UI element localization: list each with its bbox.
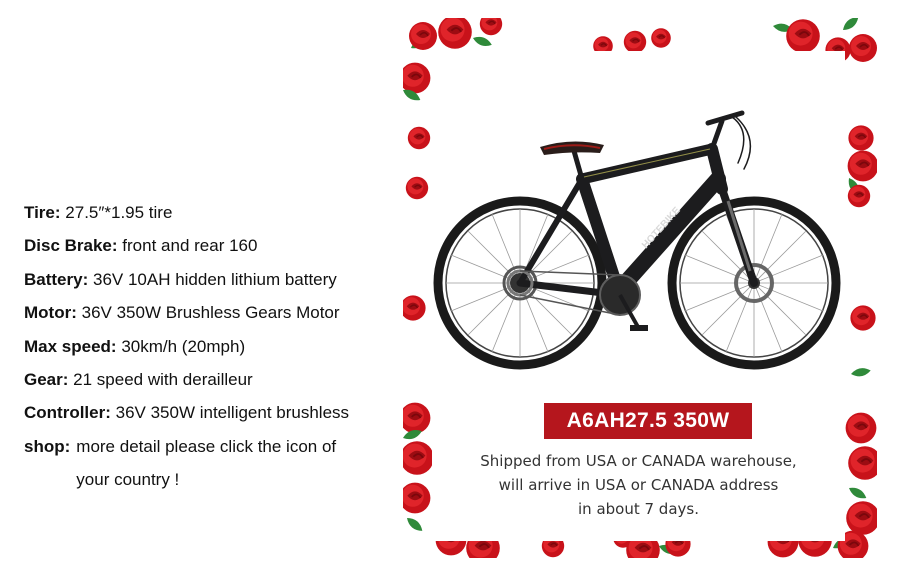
spec-gear <box>24 363 394 396</box>
spec-disc-brake <box>24 229 394 262</box>
model-badge: A6AH27.5 350W <box>544 403 752 439</box>
spec-label: Battery: <box>24 269 89 289</box>
spec-value: 27.5″*1.95 tire <box>65 203 173 222</box>
spec-label: Disc Brake: <box>24 236 118 256</box>
spec-shop <box>24 430 394 490</box>
spec-controller <box>24 396 394 429</box>
product-card <box>432 51 845 541</box>
shipping-line-3: in about 7 days. <box>578 500 699 518</box>
shipping-info <box>432 449 845 521</box>
spec-value: 30km/h (20mph) <box>121 336 246 356</box>
spec-list <box>24 196 394 490</box>
spec-max-speed <box>24 330 394 363</box>
spec-motor <box>24 296 394 329</box>
spec-label: Tire: <box>24 203 61 222</box>
spec-label: Gear: <box>24 369 69 389</box>
product-panel <box>403 18 877 558</box>
spec-value: 36V 350W Brushless Gears Motor <box>81 303 340 323</box>
spec-value: 36V 350W intelligent brushless <box>115 403 350 423</box>
spec-label: Controller: <box>24 403 111 423</box>
shop-line-2: your country ! <box>76 470 180 490</box>
spec-value: 21 speed with derailleur <box>73 369 253 389</box>
electric-bike-image <box>432 51 845 411</box>
spec-battery <box>24 263 394 296</box>
spec-value <box>76 430 337 490</box>
frame-brand-text: HOTEBIKE <box>640 205 683 252</box>
spec-label: Max speed: <box>24 336 117 356</box>
shop-line-1: more detail please click the icon of <box>76 436 337 456</box>
spec-label: Motor: <box>24 303 77 323</box>
spec-value: front and rear 160 <box>122 236 258 256</box>
spec-tire <box>24 196 394 229</box>
spec-value: 36V 10AH hidden lithium battery <box>92 269 337 289</box>
shipping-line-1: Shipped from USA or CANADA warehouse, <box>480 452 797 470</box>
shipping-line-2: will arrive in USA or CANADA address <box>498 476 779 494</box>
spec-label: shop: <box>24 436 71 456</box>
